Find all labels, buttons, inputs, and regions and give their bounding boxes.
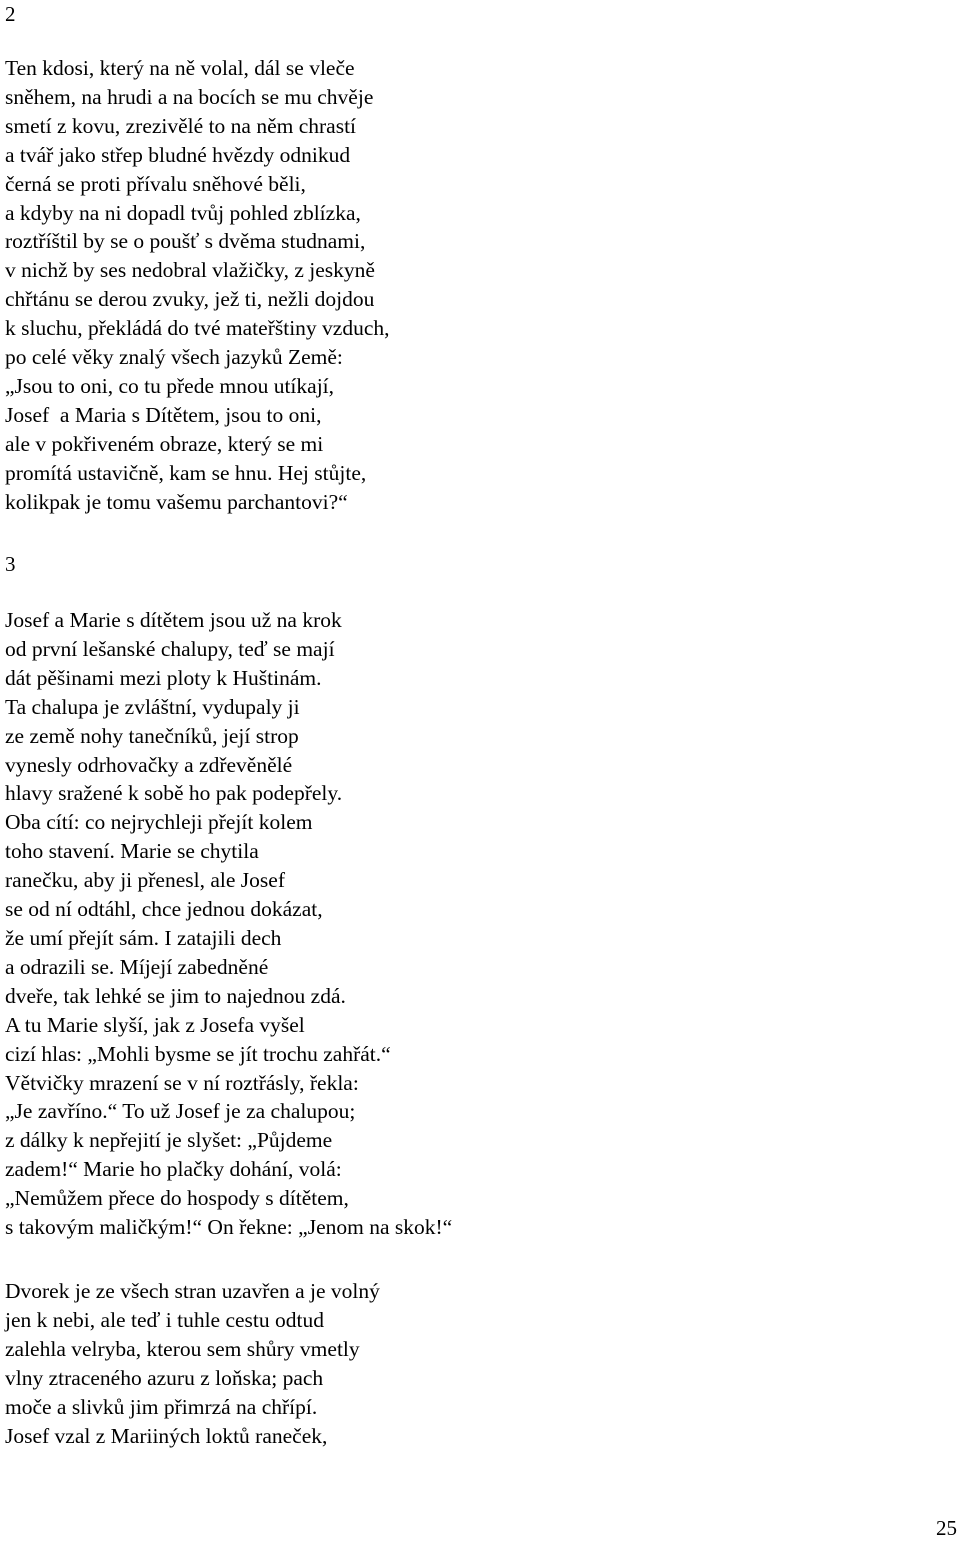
poem-line: Josef a Marie s dítětem jsou už na krok: [5, 608, 342, 632]
stanza-3-2: [5, 1277, 380, 1450]
poem-line: ze země nohy tanečníků, její strop: [5, 723, 299, 748]
poem-line: a odrazili se. Míjejí zabedněné: [5, 954, 269, 979]
poem-line: vynesly odrhovačky a zdřevěnělé: [5, 752, 293, 777]
poem-line: v nichž by ses nedobral vlažičky, z jeskyně: [5, 258, 375, 283]
stanza-3-1: [5, 606, 452, 1242]
poem-line: Ta chalupa je zvláštní, vydupaly ji: [5, 694, 300, 719]
poem-line: Josef vzal z Mariiných loktů raneček,: [5, 1423, 328, 1448]
poem-line: ale v pokřiveném obraze, který se mi: [5, 431, 324, 456]
poem-line: zadem!“ Marie ho plačky dohání, volá:: [5, 1157, 342, 1182]
poem-line: po celé věky znalý všech jazyků Země:: [5, 345, 343, 370]
poem-line: „Jsou to oni, co tu přede mnou utíkají,: [5, 373, 335, 398]
poem-line: od první lešanské chalupy, teď se mají: [5, 636, 335, 661]
poem-line: roztříštil by se o poušť s dvěma studnami,: [5, 229, 366, 254]
poem-line: smetí z kovu, zrezivělé to na něm chrastí: [5, 113, 357, 138]
poem-line: Ten kdosi, který na ně volal, dál se vleče: [5, 56, 355, 80]
poem-line: se od ní odtáhl, chce jednou dokázat,: [5, 897, 323, 922]
poem-line: že umí přejít sám. I zatajili dech: [5, 925, 282, 950]
poem-line: černá se proti přívalu sněhové běli,: [5, 171, 306, 196]
poem-line: „Nemůžem přece do hospody s dítětem,: [5, 1186, 349, 1211]
poem-line: vlny ztraceného azuru z loňska; pach: [5, 1365, 324, 1390]
poem-line: kolikpak je tomu vašemu parchantovi?“: [5, 489, 348, 514]
poem-line: cizí hlas: „Mohli bysme se jít trochu zahřát.“: [5, 1041, 391, 1066]
poem-line: k sluchu, překládá do tvé mateřštiny vzduch,: [5, 316, 390, 341]
poem-line: promítá ustavičně, kam se hnu. Hej stůjte,: [5, 460, 367, 485]
poem-line: toho stavení. Marie se chytila: [5, 839, 259, 864]
poem-line: sněhem, na hrudi a na bocích se mu chvěje: [5, 84, 374, 109]
poem-line: Oba cítí: co nejrychleji přejít kolem: [5, 810, 313, 835]
poem-line: dát pěšinami mezi ploty k Huštinám.: [5, 665, 322, 690]
poem-line: dveře, tak lehké se jim to najednou zdá.: [5, 983, 346, 1008]
poem-line: hlavy sražené k sobě ho pak podepřely.: [5, 781, 343, 806]
poem-line: „Je zavříno.“ To už Josef je za chalupou;: [5, 1099, 356, 1124]
section-2-number: 2: [5, 2, 16, 26]
poem-line: ranečku, aby ji přenesl, ale Josef: [5, 868, 285, 893]
stanza-2-1: [5, 54, 390, 517]
section-3-number: 3: [5, 552, 16, 576]
poem-line: Větvičky mrazení se v ní roztřásly, řekla:: [5, 1070, 359, 1095]
poem-line: chřtánu se derou zvuky, jež ti, nežli dojdou: [5, 287, 375, 312]
poem-line: a tvář jako střep bludné hvězdy odnikud: [5, 142, 351, 167]
poem-line: Dvorek je ze všech stran uzavřen a je volný: [5, 1279, 380, 1303]
page-number: 25: [936, 1516, 957, 1540]
poem-line: z dálky k nepřejití je slyšet: „Půjdeme: [5, 1128, 333, 1153]
poem-line: moče a slivků jim přimrzá na chřípí.: [5, 1394, 318, 1419]
poem-line: a kdyby na ni dopadl tvůj pohled zblízka,: [5, 200, 361, 225]
poem-line: A tu Marie slyší, jak z Josefa vyšel: [5, 1012, 305, 1037]
poem-line: s takovým maličkým!“ On řekne: „Jenom na skok!“: [5, 1215, 453, 1240]
poem-line: jen k nebi, ale teď i tuhle cestu odtud: [5, 1307, 324, 1332]
poem-line: Josef a Maria s Dítětem, jsou to oni,: [5, 402, 322, 427]
poem-line: zalehla velryba, kterou sem shůry vmetly: [5, 1336, 360, 1361]
